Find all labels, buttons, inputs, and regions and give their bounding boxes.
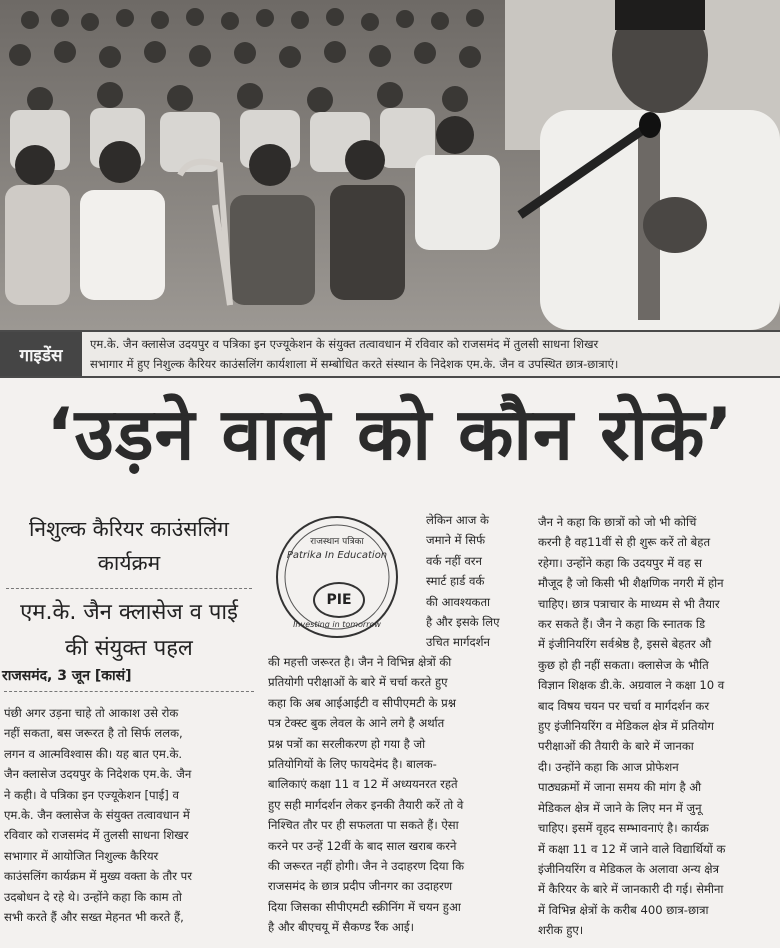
text-line: लेकिन आज के	[426, 513, 489, 527]
text-line: उचित मार्गदर्शन	[426, 635, 490, 650]
text-line: एम.के. जैन क्लासेज के संयुक्त तत्वावधान में	[4, 808, 190, 823]
text-line: बालिकाएं कक्षा 11 व 12 में अध्ययनरत रहते	[268, 777, 458, 792]
text-line: में इंजीनियरिंग सर्वश्रेष्ठ है, इससे बेहतर औ	[538, 637, 712, 652]
text-line: वर्क नहीं वरन	[426, 553, 482, 568]
text-line: इंजीनियरिंग व मेडिकल के अलावा अन्य क्षेत्र	[538, 861, 719, 876]
text-line: रहेगा। उन्होंने कहा कि उदयपुर में वह स	[538, 555, 702, 570]
logo-top-text: राजस्थान पत्रिका	[310, 537, 364, 547]
text-line: हुए सही मार्गदर्शन लेकर इनकी तैयारी करें तो वे	[268, 797, 464, 812]
article-column-3	[538, 512, 780, 941]
caption-line: एम.के. जैन क्लासेज उदयपुर व पत्रिका इन एज्यूकेशन के संयुक्त तत्वावधान में रविवार को राजसमंद में तुलसी साधना शिखर	[90, 337, 599, 351]
subheading-line: निशुल्क कैरियर काउंसलिंग	[28, 517, 230, 541]
text-line: सभी करते हैं और सख्त मेहनत भी करते हैं,	[4, 910, 184, 925]
text-line: राजसमंद के छात्र प्रदीप जीनगर का उदाहरण	[268, 879, 453, 894]
article-column-1	[4, 703, 258, 927]
text-line: कर सकते हैं। जैन ने कहा कि स्नातक डि	[538, 617, 706, 632]
text-line: पंछी अगर उड़ना चाहे तो आकाश उसे रोक	[4, 706, 179, 720]
text-line: विज्ञान शिक्षक डी.के. अग्रवाल ने कक्षा 10 व	[538, 678, 725, 693]
text-line: दिया जिसका सीपीएमटी स्क्रीनिंग में चयन हुआ	[268, 899, 461, 914]
text-line: मेडिकल क्षेत्र में जाने के लिए मन में जुनू	[538, 800, 702, 815]
photo-caption	[90, 334, 776, 374]
text-line: शरीक हुए।	[538, 923, 584, 938]
text-line: स्मार्ट हार्ड वर्क	[426, 574, 485, 589]
divider	[6, 588, 252, 589]
text-line: कुछ हो ही नहीं सकता। क्लासेज के भौति	[538, 657, 709, 672]
text-line: पत्र टेक्स्ट बुक लेवल के आने लगे है अर्थात	[268, 716, 445, 731]
text-line: करनी है वह11वीं से ही शुरू करें तो बेहत	[538, 535, 711, 550]
text-line: करने पर उन्हें 12वीं के बाद साल खराब करने	[268, 838, 457, 853]
subheading-line: एम.के. जैन क्लासेज व पाई	[20, 600, 238, 625]
text-line: दी। उन्होंने कहा कि आज प्रोफेशन	[538, 759, 679, 774]
text-line: प्रश्न पत्रों का सरलीकरण हो गया है जो	[268, 736, 426, 751]
logo-tagline: Investing in tomorrow	[293, 620, 381, 629]
text-line: प्रतियोगी परीक्षाओं के बारे में चर्चा करते हुए	[268, 675, 448, 690]
article-column-2-top	[426, 510, 532, 653]
text-line: उदबोधन दे रहे थे। उन्होंने कहा कि काम तो	[4, 889, 182, 904]
text-line: नहीं सकता, बस जरूरत है तो सिर्फ ललक,	[4, 726, 183, 741]
text-line: जैन ने कहा कि छात्रों को जो भी कोचिं	[538, 515, 697, 529]
text-line: में कैरियर के बारे में जानकारी दी गई। सेमीना	[538, 882, 724, 897]
text-line: काउंसलिंग कार्यक्रम में मुख्य वक्ता के तौर पर	[4, 869, 192, 884]
news-photo	[0, 0, 780, 330]
text-line: में कक्षा 11 व 12 में जाने वाले विद्यार्थियों क	[538, 841, 726, 856]
text-line: जमाने में सिर्फ	[426, 533, 486, 548]
article-column-2	[268, 652, 532, 938]
photo-illustration	[0, 0, 780, 330]
text-line: है और इसके लिए	[426, 615, 500, 630]
headline: ‘उड़ने वाले को कौन रोके’	[46, 392, 734, 476]
divider	[4, 691, 254, 692]
text-line: हुए इंजीनियरिंग व मेडिकल क्षेत्र में प्रतियोग	[538, 719, 714, 734]
text-line: पाठ्यक्रमों में जाना समय की मांग है औ	[538, 780, 702, 795]
text-line: निश्चित तौर पर ही सफलता पा सकते हैं। ऐसा	[268, 818, 459, 833]
text-line: ने कही। वे पत्रिका इन एज्यूकेशन [पाई] व	[4, 787, 179, 802]
dateline: राजसमंद, 3 जून [कासं]	[2, 668, 132, 684]
text-line: कहा कि अब आईआईटी व सीपीएमटी के प्रश्न	[268, 695, 456, 710]
text-line: है और बीएचयू में सैकण्ड रैंक आई।	[268, 920, 414, 935]
text-line: की आवश्यकता	[426, 594, 491, 609]
subheading-program	[4, 512, 254, 580]
logo-title: Patrika In Education	[286, 550, 388, 561]
text-line: सभागार में आयोजित निशुल्क कैरियर	[4, 848, 159, 863]
caption-line: सभागार में हुए निशुल्क कैरियर काउंसलिंग कार्यशाला में सम्बोधित करते संस्थान के निदेशक एम.के. जैन व उपस्थित छात्र-छात्राएं।	[90, 357, 619, 371]
patrika-in-education-logo	[272, 512, 402, 642]
text-line: परीक्षाओं की तैयारी के बारे में जानका	[538, 739, 694, 754]
text-line: में विभिन्न क्षेत्रों के करीब 400 छात्र-छात्रा	[538, 902, 709, 917]
text-line: चाहिए। छात्र पत्राचार के माध्यम से भी तैयार	[538, 596, 720, 611]
text-line: मौजूद है जो किसी भी शैक्षणिक नगरी में होन	[538, 576, 724, 591]
text-line: चाहिए। इसमें वृहद सम्भावनाएं है। कार्यक्र	[538, 821, 709, 836]
text-line: जैन क्लासेज उदयपुर के निदेशक एम.के. जैन	[4, 767, 192, 782]
text-line: की महत्ती जरूरत है। जैन ने विभिन्न क्षेत्रों की	[268, 655, 452, 669]
text-line: प्रतियोगियों के लिए फायदेमंद है। बालक-	[268, 757, 437, 772]
text-line: बाद विषय चयन पर चर्चा व मार्गदर्शन कर	[538, 698, 710, 713]
text-line: लगन व आत्मविश्वास की। यह बात एम.के.	[4, 746, 183, 761]
subheading-line: की संयुक्त पहल	[65, 636, 193, 661]
photo-caption-bar	[0, 330, 780, 378]
subheading-initiative	[0, 595, 258, 667]
logo-mark: PIE	[313, 582, 365, 618]
section-tag: गाइडेंस	[0, 332, 82, 376]
subheading-line: कार्यक्रम	[97, 551, 161, 575]
text-line: की जरूरत नहीं होगी। जैन ने उदाहरण दिया कि	[268, 859, 465, 874]
text-line: रविवार को राजसमंद में तुलसी साधना शिखर	[4, 828, 189, 843]
